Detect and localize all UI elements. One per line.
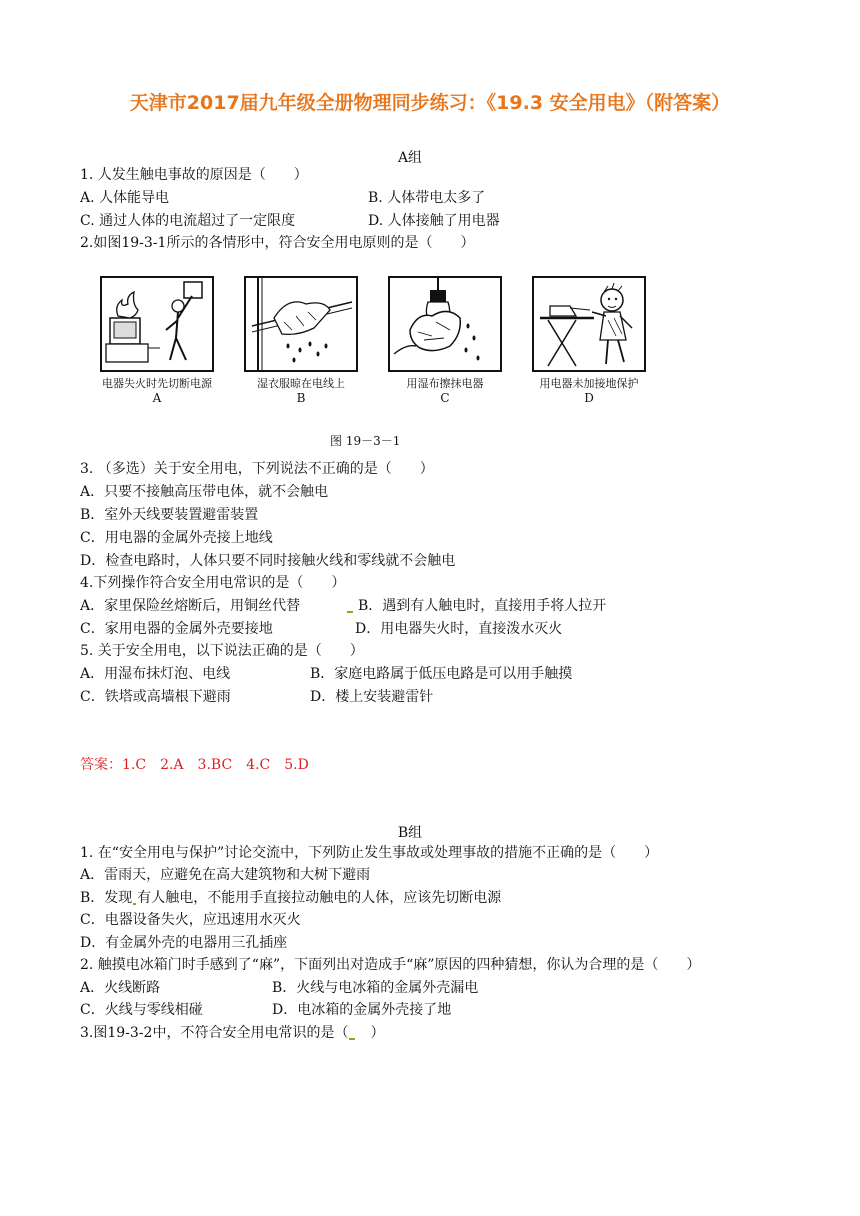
figure-c-letter: C (440, 391, 450, 405)
figure-c (388, 276, 502, 405)
edit-mark (347, 611, 353, 613)
b-q1-option-b-pre: B．发现 (80, 890, 133, 906)
b-q3-stem-post: ） (356, 1025, 385, 1041)
wet-cloth-bulb-icon (388, 276, 502, 372)
a-q5-option-a: A．用湿布抹灯泡、电线 (80, 666, 231, 682)
b-q1-option-c: C．电器设备失火，应迅速用水灭火 (80, 912, 301, 928)
answer-item: 1.C (122, 757, 147, 773)
figure-19-3-1 (88, 276, 648, 418)
a-q5-stem: 5. 关于安全用电，以下说法正确的是（ ） (80, 643, 364, 659)
a-q3-stem: 3. （多选）关于安全用电，下列说法不正确的是（ ） (80, 461, 434, 477)
a-q3-option-b: B．室外天线要装置避雷装置 (80, 507, 259, 523)
a-q5-option-d: D．楼上安装避雷针 (310, 689, 434, 705)
a-q5-option-b: B．家庭电路属于低压电路是可以用手触摸 (310, 666, 573, 682)
a-q3-option-d: D．检查电路时，人体只要不同时接触火线和零线就不会触电 (80, 553, 456, 569)
a-q2-stem: 2.如图19-3-1所示的各情形中，符合安全用电原则的是（ ） (80, 235, 475, 251)
figure-a-letter: A (152, 391, 162, 405)
b-q1-option-a: A．雷雨天，应避免在高大建筑物和大树下避雨 (80, 867, 371, 883)
figure-label: 图 19－3－1 (330, 434, 401, 448)
a-q1-option-a: A. 人体能导电 (80, 190, 170, 206)
answer-label: 答案： (80, 757, 122, 773)
b-q1-option-b (80, 888, 501, 908)
b-q2-option-c: C．火线与零线相碰 (80, 1002, 203, 1018)
iron-no-ground-icon (532, 276, 646, 372)
answer-item: 3.BC (197, 757, 233, 773)
figure-b-caption: 湿衣服晾在电线上 (257, 377, 345, 390)
a-q1-stem: 1. 人发生触电事故的原因是（ ） (80, 167, 308, 183)
figure-d (532, 276, 646, 405)
b-q3-stem-pre: 3.图19-3-2中，不符合安全用电常识的是（ (80, 1025, 349, 1041)
a-q4-stem: 4.下列操作符合安全用电常识的是（ ） (80, 575, 346, 591)
a-q3-option-c: C．用电器的金属外壳接上地线 (80, 530, 273, 546)
b-q1-option-b-post: 有人触电，不能用手直接拉动触电的人体，应该先切断电源 (137, 890, 502, 906)
a-q4-option-d: D．用电器失火时，直接泼水灭火 (355, 621, 563, 637)
figure-a-caption: 电器失火时先切断电源 (102, 377, 212, 390)
a-q1-option-c: C. 通过人体的电流超过了一定限度 (80, 213, 296, 229)
answer-key (80, 754, 323, 774)
b-q2-option-b: B．火线与电冰箱的金属外壳漏电 (272, 980, 479, 996)
b-q3-stem (80, 1023, 384, 1043)
a-q4-option-b: B．遇到有人触电时，直接用手将人拉开 (358, 598, 607, 614)
figure-d-caption: 用电器未加接地保护 (539, 377, 639, 390)
b-q2-option-d: D．电冰箱的金属外壳接了地 (272, 1002, 452, 1018)
a-q4-option-a: A．家里保险丝熔断后，用铜丝代替 (80, 598, 301, 614)
a-q1-option-b: B. 人体带电太多了 (368, 190, 486, 206)
a-q3-option-a: A．只要不接触高压带电体，就不会触电 (80, 484, 329, 500)
figure-b (244, 276, 358, 405)
a-q4-option-c: C．家用电器的金属外壳要接地 (80, 621, 273, 637)
b-q1-option-d: D．有金属外壳的电器用三孔插座 (80, 935, 288, 951)
group-b-heading: B组 (397, 825, 423, 841)
figure-c-caption: 用湿布擦抹电器 (406, 377, 484, 390)
figure-a (100, 276, 214, 405)
wet-clothes-wire-icon (244, 276, 358, 372)
page-title: 天津市2017届九年级全册物理同步练习：《19.3 安全用电》（附答案） (129, 92, 731, 114)
group-a-heading: A组 (397, 150, 423, 166)
a-q1-option-d: D. 人体接触了用电器 (368, 213, 500, 229)
edit-mark (133, 903, 136, 905)
b-q1-stem: 1. 在“安全用电与保护”讨论交流中，下列防止发生事故或处理事故的措施不正确的是（ ） (80, 845, 659, 861)
fire-cut-power-icon (100, 276, 214, 372)
answer-item: 5.D (284, 757, 309, 773)
a-q5-option-c: C．铁塔或高墙根下避雨 (80, 689, 231, 705)
figure-b-letter: B (296, 391, 306, 405)
edit-mark (349, 1038, 355, 1040)
answer-item: 2.A (160, 757, 184, 773)
b-q2-option-a: A．火线断路 (80, 980, 161, 996)
answer-item: 4.C (246, 757, 271, 773)
b-q2-stem: 2. 触摸电冰箱门时手感到了“麻”，下面列出对造成手“麻”原因的四种猜想，你认为合理的是（ ） (80, 957, 701, 973)
figure-d-letter: D (584, 391, 594, 405)
